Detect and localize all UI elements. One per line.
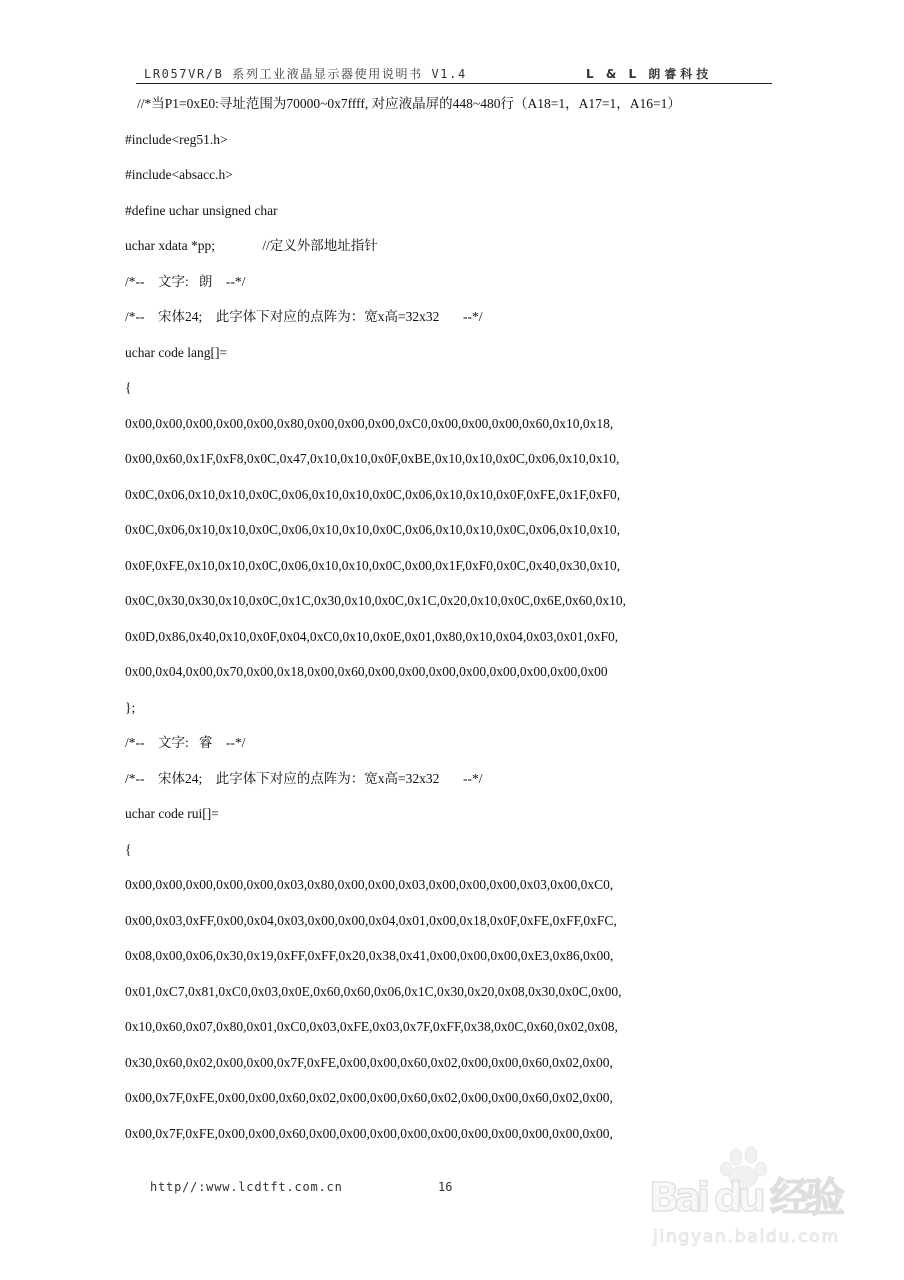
footer-url: http//:www.lcdtft.com.cn <box>150 1180 343 1194</box>
code-line: /*-- 宋体24; 此字体下对应的点阵为：宽x高=32x32 --*/ <box>125 771 483 786</box>
code-line: uchar code lang[]= <box>125 345 228 360</box>
code-line: 0x00,0x04,0x00,0x70,0x00,0x18,0x00,0x60,0x00,0x00,0x00,0x00,0x00,0x00,0x00,0x00 <box>125 664 608 679</box>
code-line: 0x0F,0xFE,0x10,0x10,0x0C,0x06,0x10,0x10,0x0C,0x00,0x1F,0xF0,0x0C,0x40,0x30,0x10, <box>125 558 621 573</box>
code-line: uchar xdata *pp; //定义外部地址指针 <box>125 238 378 253</box>
watermark-site: jingyan.baidu.com <box>653 1227 838 1247</box>
code-line: #include<reg51.h> <box>125 132 228 147</box>
code-line: 0x00,0x03,0xFF,0x00,0x04,0x03,0x00,0x00,0x04,0x01,0x00,0x18,0x0F,0xFE,0xFF,0xFC, <box>125 913 617 928</box>
code-line: { <box>125 842 132 857</box>
code-line: 0x0C,0x30,0x30,0x10,0x0C,0x1C,0x30,0x10,0x0C,0x1C,0x20,0x10,0x0C,0x6E,0x60,0x10, <box>125 593 627 608</box>
code-line: 0x00,0x7F,0xFE,0x00,0x00,0x60,0x00,0x00,0x00,0x00,0x00,0x00,0x00,0x00,0x00,0x00, <box>125 1126 613 1141</box>
code-line: 0x00,0x00,0x00,0x00,0x00,0x80,0x00,0x00,0x00,0xC0,0x00,0x00,0x00,0x60,0x10,0x18, <box>125 416 614 431</box>
code-line: { <box>125 380 132 395</box>
code-line: #include<absacc.h> <box>125 167 233 182</box>
header-company: L & L 朗睿科技 <box>586 67 713 81</box>
code-line: 0x01,0xC7,0x81,0xC0,0x03,0x0E,0x60,0x60,0x06,0x1C,0x30,0x20,0x08,0x30,0x0C,0x00, <box>125 984 622 999</box>
page-number: 16 <box>438 1180 453 1194</box>
code-line: /*-- 文字: 朗 --*/ <box>125 274 246 289</box>
code-line: 0x00,0x7F,0xFE,0x00,0x00,0x60,0x02,0x00,0x00,0x60,0x02,0x00,0x00,0x60,0x02,0x00, <box>125 1090 613 1105</box>
header-rule <box>136 83 772 84</box>
code-line: /*-- 宋体24; 此字体下对应的点阵为：宽x高=32x32 --*/ <box>125 309 483 324</box>
code-line: #define uchar unsigned char <box>125 203 278 218</box>
code-line: 0x0C,0x06,0x10,0x10,0x0C,0x06,0x10,0x10,0x0C,0x06,0x10,0x10,0x0F,0xFE,0x1F,0xF0, <box>125 487 621 502</box>
code-line: 0x10,0x60,0x07,0x80,0x01,0xC0,0x03,0xFE,0x03,0x7F,0xFF,0x38,0x0C,0x60,0x02,0x08, <box>125 1019 618 1034</box>
code-line: 0x08,0x00,0x06,0x30,0x19,0xFF,0xFF,0x20,0x38,0x41,0x00,0x00,0x00,0xE3,0x86,0x00, <box>125 948 614 963</box>
code-line: 0x00,0x00,0x00,0x00,0x00,0x03,0x80,0x00,0x00,0x03,0x00,0x00,0x00,0x03,0x00,0xC0, <box>125 877 614 892</box>
code-line: 0x0C,0x06,0x10,0x10,0x0C,0x06,0x10,0x10,0x0C,0x06,0x10,0x10,0x0C,0x06,0x10,0x10, <box>125 522 621 537</box>
page-header <box>136 62 772 84</box>
code-line: uchar code rui[]= <box>125 806 219 821</box>
code-line: }; <box>125 700 136 715</box>
watermark-brand: Bai du 经验 <box>649 1175 845 1221</box>
code-line: //*当P1=0xE0:寻址范围为70000~0x7ffff, 对应液晶屏的448~480行（A18=1，A17=1，A16=1） <box>137 96 681 111</box>
code-line: 0x30,0x60,0x02,0x00,0x00,0x7F,0xFE,0x00,0x00,0x60,0x02,0x00,0x00,0x60,0x02,0x00, <box>125 1055 613 1070</box>
code-line: 0x00,0x60,0x1F,0xF8,0x0C,0x47,0x10,0x10,0x0F,0xBE,0x10,0x10,0x0C,0x06,0x10,0x10, <box>125 451 620 466</box>
baidu-jingyan-watermark <box>645 1145 875 1255</box>
header-title: LR057VR/B 系列工业液晶显示器使用说明书 V1.4 <box>144 67 467 81</box>
code-line: 0x0D,0x86,0x40,0x10,0x0F,0x04,0xC0,0x10,0x0E,0x01,0x80,0x10,0x04,0x03,0x01,0xF0, <box>125 629 619 644</box>
code-line: /*-- 文字: 睿 --*/ <box>125 735 246 750</box>
